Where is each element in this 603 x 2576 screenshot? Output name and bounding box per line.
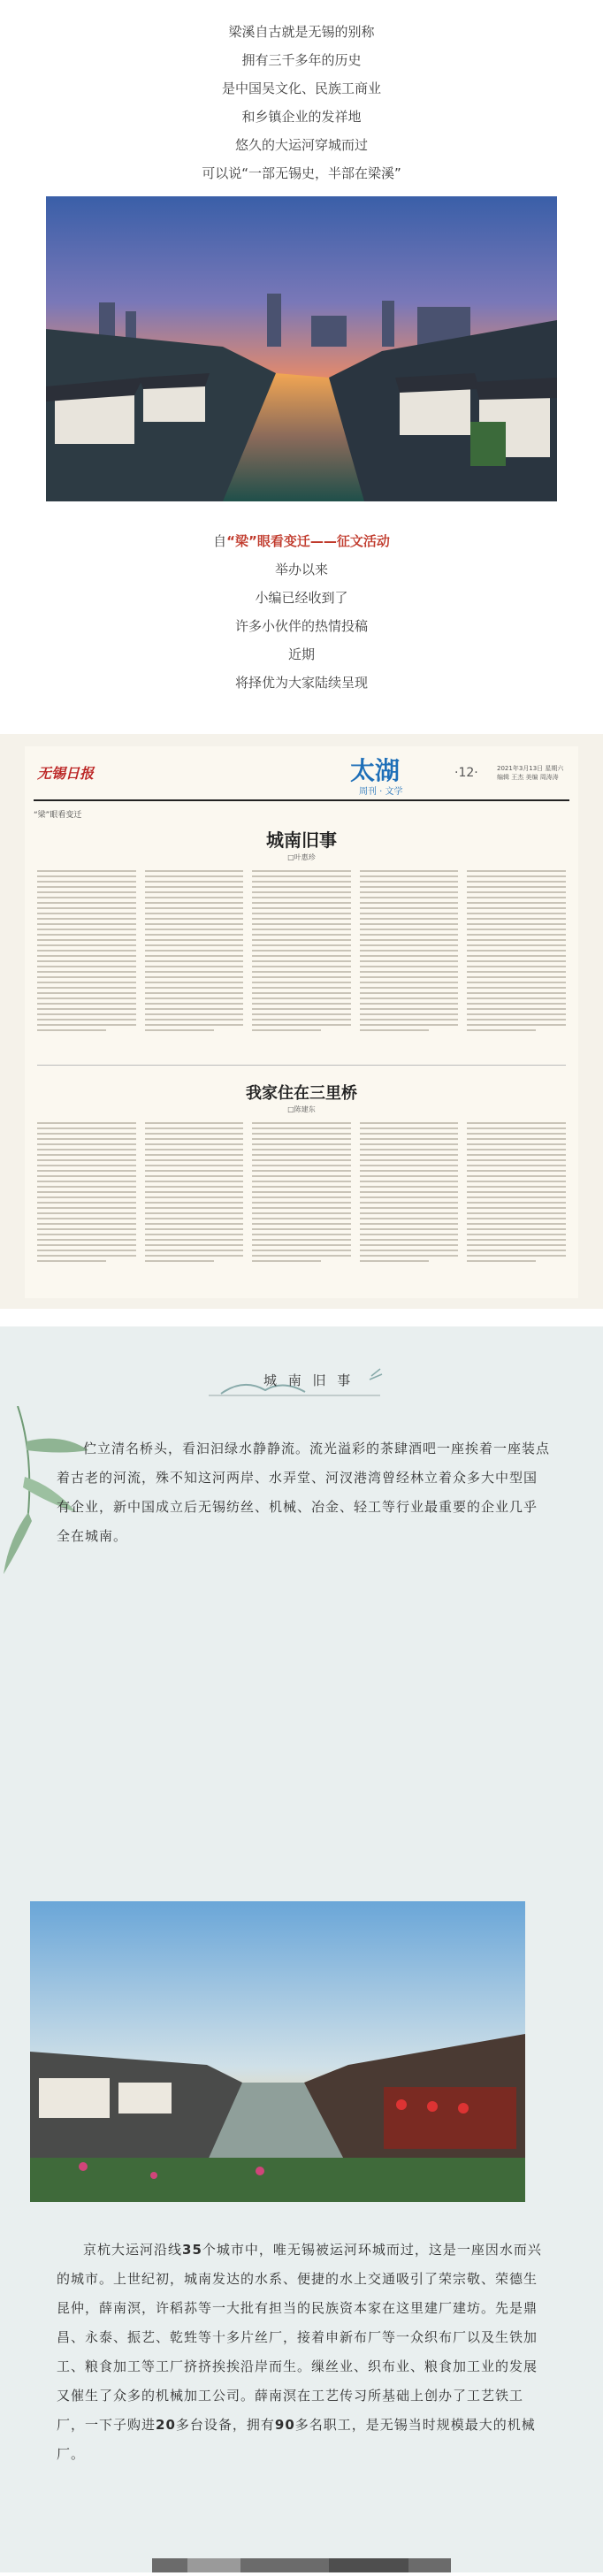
- supplement-subtitle: 周刊 · 文学: [359, 787, 403, 797]
- campaign-prefix: 自: [213, 533, 227, 549]
- intro-line: 悠久的大运河穿城而过: [234, 137, 368, 153]
- campaign-line: 小编已经收到了: [255, 590, 348, 606]
- column-tag: “梁”眼看变迁: [34, 811, 82, 820]
- section-title: 城 南 旧 事: [263, 1372, 355, 1388]
- article-body: [37, 1122, 566, 1262]
- factory-alley-photo: [152, 2558, 451, 2576]
- newspaper-page: [25, 746, 578, 1298]
- intro-line: 梁溪自古就是无锡的别称: [228, 24, 375, 40]
- city-count: 35: [182, 2242, 202, 2258]
- issue-date: 2021年3月13日 星期六: [497, 765, 564, 772]
- intro-line: 拥有三千多年的历史: [241, 52, 362, 68]
- canal-sunset-photo: [46, 196, 557, 501]
- article-divider: [37, 1065, 566, 1066]
- campaign-headline: [0, 527, 603, 555]
- issue-editors: 编辑 王杰 美编 周涛涛: [497, 774, 559, 781]
- campaign-text: [0, 527, 603, 697]
- equipment-count: 20: [156, 2417, 176, 2433]
- intro-line: 是中国吴文化、民族工商业: [221, 80, 381, 96]
- article-title: 我家住在三里桥: [246, 1084, 357, 1103]
- story-paragraph: 京杭大运河沿线35个城市中，唯无锡被运河环城而过，这是一座因水而兴的城市。上世纪初，城南发达的水系、便捷的水上交通吸引了荣宗敬、荣德生昆仲，薛南溟，许稻荪等一大批有担当的民族资本家在这里建厂建坊。先是鼎昌、永泰、振艺、乾甡等十多片丝厂，接着申新布厂等一众织布厂以及生铁加工、粮食加工等工厂挤挤挨挨沿岸而生。缫丝业、织布业、粮食加工业的发展又催生了众多的机械加工公司。薛南溟在工艺传习所基础上创办了工艺铁工厂，一下子购进20多台设备，拥有90多名职工，是无锡当时规模最大的机械厂。: [57, 2242, 542, 2462]
- section-header: [0, 1353, 603, 1406]
- worker-count: 90: [274, 2417, 295, 2433]
- intro-line: 和乡镇企业的发祥地: [241, 109, 362, 125]
- intro-text: [0, 0, 603, 187]
- article-title: 城南旧事: [266, 829, 337, 851]
- campaign-line: 举办以来: [274, 562, 328, 577]
- newspaper-scan: [0, 734, 603, 1309]
- issue-meta: [497, 764, 563, 782]
- supplement-title: 太湖: [350, 756, 401, 785]
- masthead-rule: [34, 799, 569, 801]
- article-body: [37, 870, 566, 1031]
- campaign-line: 许多小伙伴的热情投稿: [234, 618, 368, 634]
- article-byline: □叶惠珍: [287, 853, 316, 861]
- campaign-line: 近期: [287, 646, 315, 662]
- canal-evening-photo: [30, 1901, 525, 2202]
- story-paragraph: 伫立清名桥头，看汩汩绿水静静流。流光溢彩的茶肆酒吧一座挨着一座装点着古老的河流，殊不知这河两岸、水弄堂、河汊港湾曾经林立着众多大中型国有企业，新中国成立后无锡纺丝、机械、冶金、轻工等行业最重要的企业几乎全在城南。: [57, 1441, 551, 1544]
- campaign-line: 将择优为大家陆续呈现: [234, 675, 368, 691]
- page-number: ·12·: [454, 766, 478, 780]
- campaign-highlight: “梁”眼看变迁——征文活动: [226, 533, 390, 549]
- article-byline: □陈建东: [287, 1105, 316, 1113]
- newspaper-masthead: 无锡日报: [37, 765, 95, 782]
- intro-line: 可以说“一部无锡史，半部在梁溪”: [202, 165, 401, 181]
